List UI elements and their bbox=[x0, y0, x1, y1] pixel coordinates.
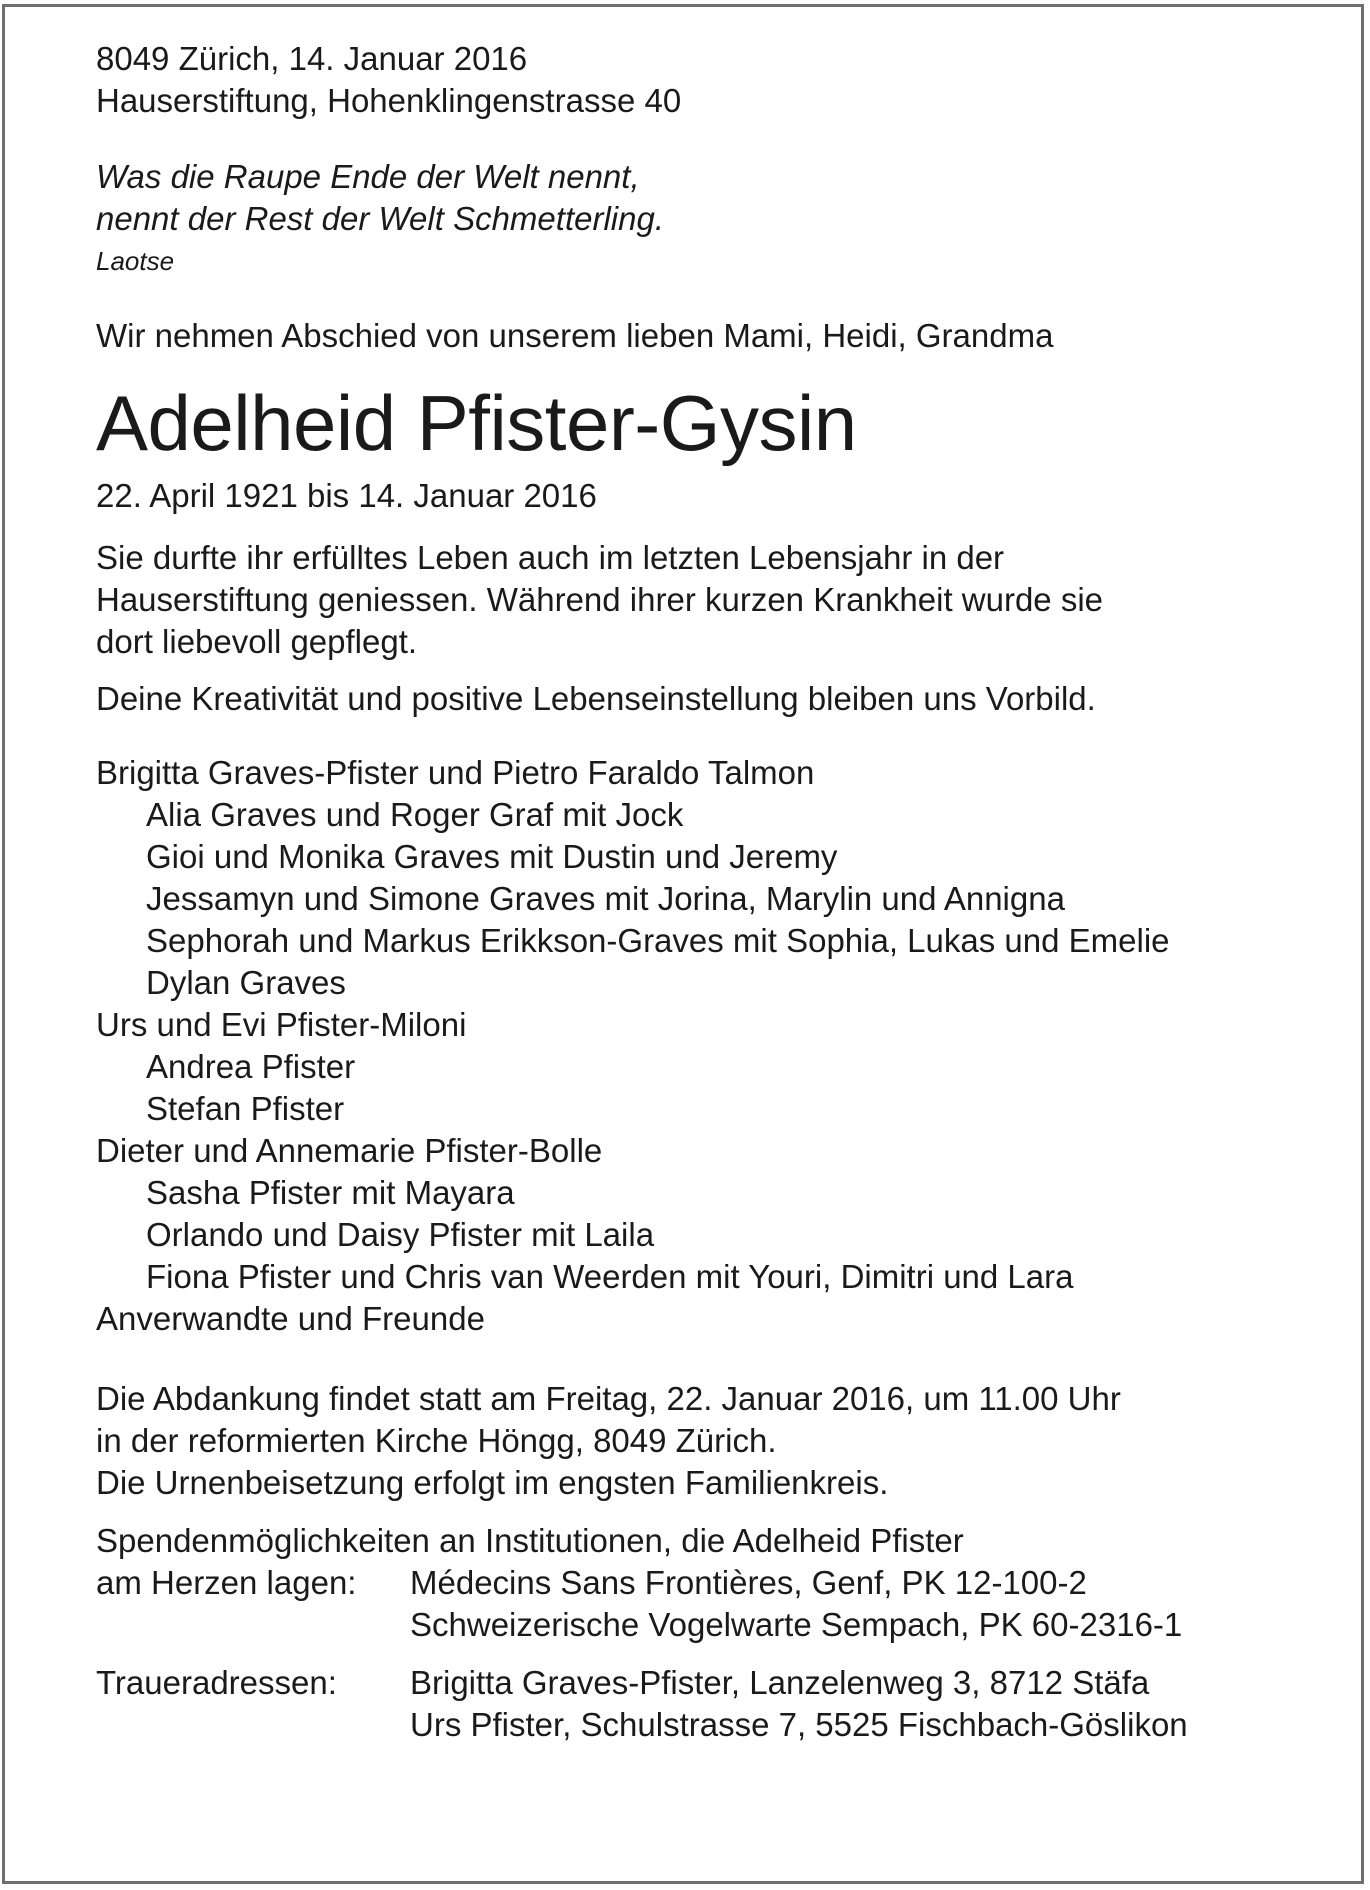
donations-intro: Spendenmöglichkeiten an Institutionen, die Adelheid Pfister bbox=[96, 1522, 964, 1559]
farewell-intro: Wir nehmen Abschied von unserem lieben Mami, Heidi, Grandma bbox=[96, 317, 1054, 354]
family-member: Andrea Pfister bbox=[146, 1048, 356, 1085]
quote-line-1: Was die Raupe Ende der Welt nennt, bbox=[96, 158, 640, 195]
family-member: Sephorah und Markus Erikkson-Graves mit Sophia, Lukas und Emelie bbox=[146, 922, 1170, 959]
mourning-address: Urs Pfister, Schulstrasse 7, 5525 Fischbach-Göslikon bbox=[410, 1706, 1188, 1743]
family-member: Gioi und Monika Graves mit Dustin und Jeremy bbox=[146, 838, 838, 875]
donation-item: Schweizerische Vogelwarte Sempach, PK 60-2316-1 bbox=[410, 1606, 1183, 1643]
family-member: Stefan Pfister bbox=[146, 1090, 345, 1127]
address-line: Hauserstiftung, Hohenklingenstrasse 40 bbox=[96, 82, 682, 119]
family-member: Orlando und Daisy Pfister mit Laila bbox=[146, 1216, 655, 1253]
obituary-notice bbox=[96, 38, 1316, 1746]
donations-label: am Herzen lagen: bbox=[96, 1564, 357, 1601]
donation-item: Médecins Sans Frontières, Genf, PK 12-100-2 bbox=[410, 1564, 1087, 1601]
mourning-label-spacer bbox=[96, 1704, 410, 1746]
mourning-row-1 bbox=[96, 1662, 1316, 1704]
mourning-label: Traueradressen: bbox=[96, 1664, 337, 1701]
family-member: Dieter und Annemarie Pfister-Bolle bbox=[96, 1132, 603, 1169]
family-member: Dylan Graves bbox=[146, 964, 346, 1001]
family-member: Sasha Pfister mit Mayara bbox=[146, 1174, 515, 1211]
place-date: 8049 Zürich, 14. Januar 2016 bbox=[96, 40, 528, 77]
paragraph-1-line-3: dort liebevoll gepflegt. bbox=[96, 623, 418, 660]
quote-author: Laotse bbox=[96, 246, 175, 276]
family-list bbox=[96, 752, 1316, 1340]
life-dates: 22. April 1921 bis 14. Januar 2016 bbox=[96, 477, 597, 514]
service-line-3: Die Urnenbeisetzung erfolgt im engsten Familienkreis. bbox=[96, 1464, 889, 1501]
paragraph-1-line-1: Sie durfte ihr erfülltes Leben auch im letzten Lebensjahr in der bbox=[96, 539, 1005, 576]
mourning-row-2 bbox=[96, 1704, 1316, 1746]
paragraph-2: Deine Kreativität und positive Lebenseinstellung bleiben uns Vorbild. bbox=[96, 680, 1096, 717]
donations-label-spacer bbox=[96, 1604, 410, 1646]
quote-line-2: nennt der Rest der Welt Schmetterling. bbox=[96, 200, 664, 237]
family-member: Anverwandte und Freunde bbox=[96, 1300, 485, 1337]
family-member: Fiona Pfister und Chris van Weerden mit Youri, Dimitri und Lara bbox=[146, 1258, 1074, 1295]
donations-row-2 bbox=[96, 1604, 1316, 1646]
family-member: Urs und Evi Pfister-Miloni bbox=[96, 1006, 467, 1043]
mourning-address: Brigitta Graves-Pfister, Lanzelenweg 3, 8712 Stäfa bbox=[410, 1664, 1150, 1701]
deceased-name: Adelheid Pfister-Gysin bbox=[96, 379, 857, 467]
family-member: Brigitta Graves-Pfister und Pietro Faraldo Talmon bbox=[96, 754, 815, 791]
family-member: Alia Graves und Roger Graf mit Jock bbox=[146, 796, 684, 833]
service-line-2: in der reformierten Kirche Höngg, 8049 Zürich. bbox=[96, 1422, 777, 1459]
family-member: Jessamyn und Simone Graves mit Jorina, Marylin und Annigna bbox=[146, 880, 1065, 917]
service-line-1: Die Abdankung findet statt am Freitag, 22. Januar 2016, um 11.00 Uhr bbox=[96, 1380, 1121, 1417]
donations-row-1 bbox=[96, 1562, 1316, 1604]
paragraph-1-line-2: Hauserstiftung geniessen. Während ihrer kurzen Krankheit wurde sie bbox=[96, 581, 1104, 618]
